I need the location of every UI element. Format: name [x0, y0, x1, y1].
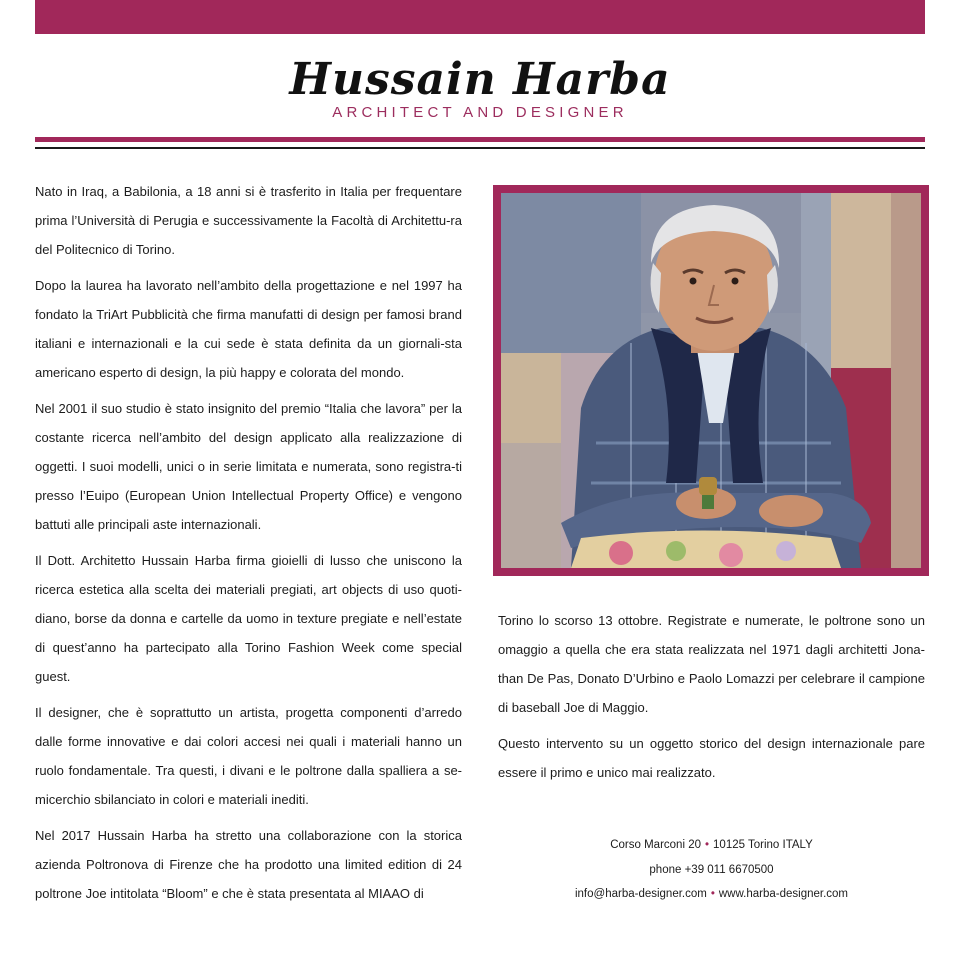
paragraph: Il Dott. Architetto Hussain Harba firma gioielli di lusso che uniscono la ricerca estetica alla scelta dei materiali pregiati, art objects di uso quoti-diano, borse da donna e cartelle da uomo in texture pregiate e nell’estate di quest’anno ha partecipato alla Torino Fashion Week come special guest. — [35, 553, 462, 684]
portrait-illustration — [501, 193, 921, 568]
contact-phone-line — [498, 864, 925, 876]
contact-phone: phone +39 011 6670500 — [649, 864, 774, 876]
page-subtitle: ARCHITECT AND DESIGNER — [332, 104, 628, 121]
contact-website-link[interactable]: www.harba-designer.com — [718, 888, 848, 900]
contact-address: Corso Marconi 20 — [610, 839, 701, 851]
separator-dot: • — [705, 839, 710, 851]
paragraph: Nel 2017 Hussain Harba ha stretto una collaborazione con la storica azienda Poltronova di Firenze che ha prodotto una limited edition di 24 poltrone Joe intitolata “Bloom” e che è stata presentata al MIAAO di — [35, 828, 462, 901]
portrait-frame — [493, 185, 929, 576]
contact-email-link[interactable]: info@harba-designer.com — [574, 888, 707, 900]
paragraph: Dopo la laurea ha lavorato nell’ambito della progettazione e nel 1997 ha fondato la TriArt Pubblicità che firma manufatti di design per famosi brand italiani e internazionali e la cui sede è stata definita da un giornali-sta americano esperto di design, la più happy e colorata del mondo. — [35, 278, 462, 380]
contact-city: 10125 Torino ITALY — [713, 839, 813, 851]
left-text-column — [35, 177, 462, 915]
paragraph: Il designer, che è soprattutto un artista, progetta componenti d’arredo dalle forme innovative e dai colori accesi nei quali i materiali hanno un ruolo fondamentale. Tra questi, i divani e le poltrone dalla spalliera a se-micerchio sbilanciato in colori e materiali inediti. — [35, 705, 462, 807]
header-rule-accent — [35, 137, 925, 142]
header-rule-dark — [35, 147, 925, 149]
portrait-photo — [501, 193, 921, 568]
paragraph: Questo intervento su un oggetto storico del design internazionale pare essere il primo e unico mai realizzato. — [498, 736, 925, 780]
contact-web-line — [498, 888, 925, 900]
paragraph: Torino lo scorso 13 ottobre. Registrate e numerate, le poltrone sono un omaggio a quella che era stata realizzata nel 1971 dagli architetti Jona-than De Pas, Donato D’Urbino e Paolo Lomazzi per celebrare il campione di baseball Joe di Maggio. — [498, 613, 925, 715]
separator-dot: • — [710, 888, 715, 900]
right-text-column — [498, 606, 925, 794]
paragraph: Nato in Iraq, a Babilonia, a 18 anni si è trasferito in Italia per frequentare prima l’Università di Perugia e successivamente la Facoltà di Architettu-ra del Politecnico di Torino. — [35, 184, 462, 257]
paragraph: Nel 2001 il suo studio è stato insignito del premio “Italia che lavora” per la costante ricerca nell’ambito del design applicato alla realizzazione di oggetti. I suoi modelli, unici o in serie limitata e numerata, sono registra-ti presso l’Euipo (European Union Intellectual Property Office) e vengono battuti alle principali aste internazionali. — [35, 401, 462, 532]
contact-address-line — [498, 839, 925, 851]
top-color-band — [35, 0, 925, 34]
page-title: Hussain Harba — [289, 54, 671, 105]
